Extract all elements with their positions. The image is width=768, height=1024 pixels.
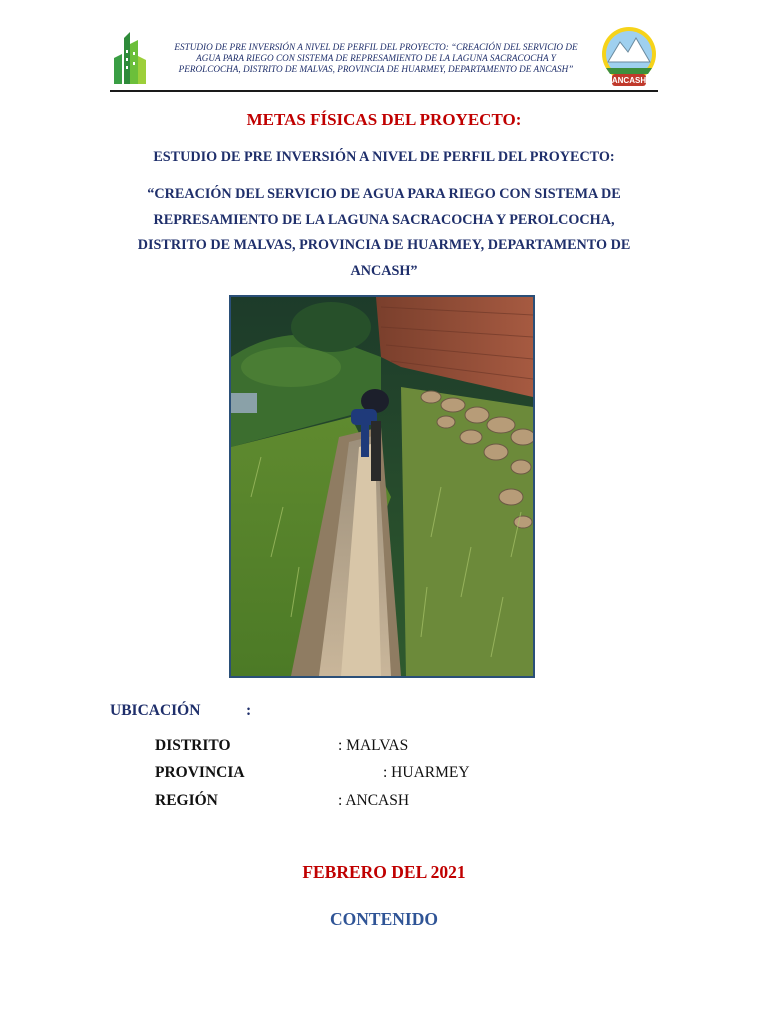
canal-photo (229, 295, 535, 678)
region-label: REGIÓN (155, 792, 218, 809)
ancash-region-logo-icon (598, 24, 660, 88)
location-colon: : (246, 702, 252, 719)
district-label: DISTRITO (155, 737, 231, 754)
page-header (110, 24, 658, 90)
project-name-line: ANCASH” (350, 262, 418, 279)
header-project-title: ESTUDIO DE PRE INVERSIÓN A NIVEL DE PERFIL DEL PROYECTO: “CREACIÓN DEL SERVICIO DE AGUA PARA RIEGO CON SISTEMA DE REPRESAMIENTO DE LA LAGUNA SACRACOCHA Y PEROLCOCHA, DISTRITO DE MALVAS, PROVINCIA DE HUARMEY, DEPARTAMENTO DE ANCASH” (174, 42, 578, 74)
project-name-line: REPRESAMIENTO DE LA LAGUNA SACRACOCHA Y PEROLCOCHA, (153, 211, 615, 228)
location-label: UBICACIÓN (110, 702, 201, 719)
project-name-line: “CREACIÓN DEL SERVICIO DE AGUA PARA RIEGO CON SISTEMA DE (147, 186, 621, 202)
region-value: : ANCASH (338, 792, 410, 809)
contents-heading: CONTENIDO (330, 909, 438, 929)
irrigation-canal-image (231, 297, 533, 676)
project-name (106, 182, 662, 284)
green-buildings-logo-icon (110, 30, 150, 86)
district-value: : MALVAS (338, 737, 409, 754)
province-label: PROVINCIA (155, 764, 245, 781)
document-date: FEBRERO DEL 2021 (302, 862, 466, 882)
province-value: : HUARMEY (383, 764, 470, 781)
header-divider (110, 90, 658, 92)
study-subtitle: ESTUDIO DE PRE INVERSIÓN A NIVEL DE PERFIL DEL PROYECTO: (153, 149, 615, 165)
logo-text: ANCASH (611, 76, 647, 85)
page-title: METAS FÍSICAS DEL PROYECTO: (246, 110, 522, 129)
project-name-line: DISTRITO DE MALVAS, PROVINCIA DE HUARMEY, DEPARTAMENTO DE (137, 237, 631, 253)
